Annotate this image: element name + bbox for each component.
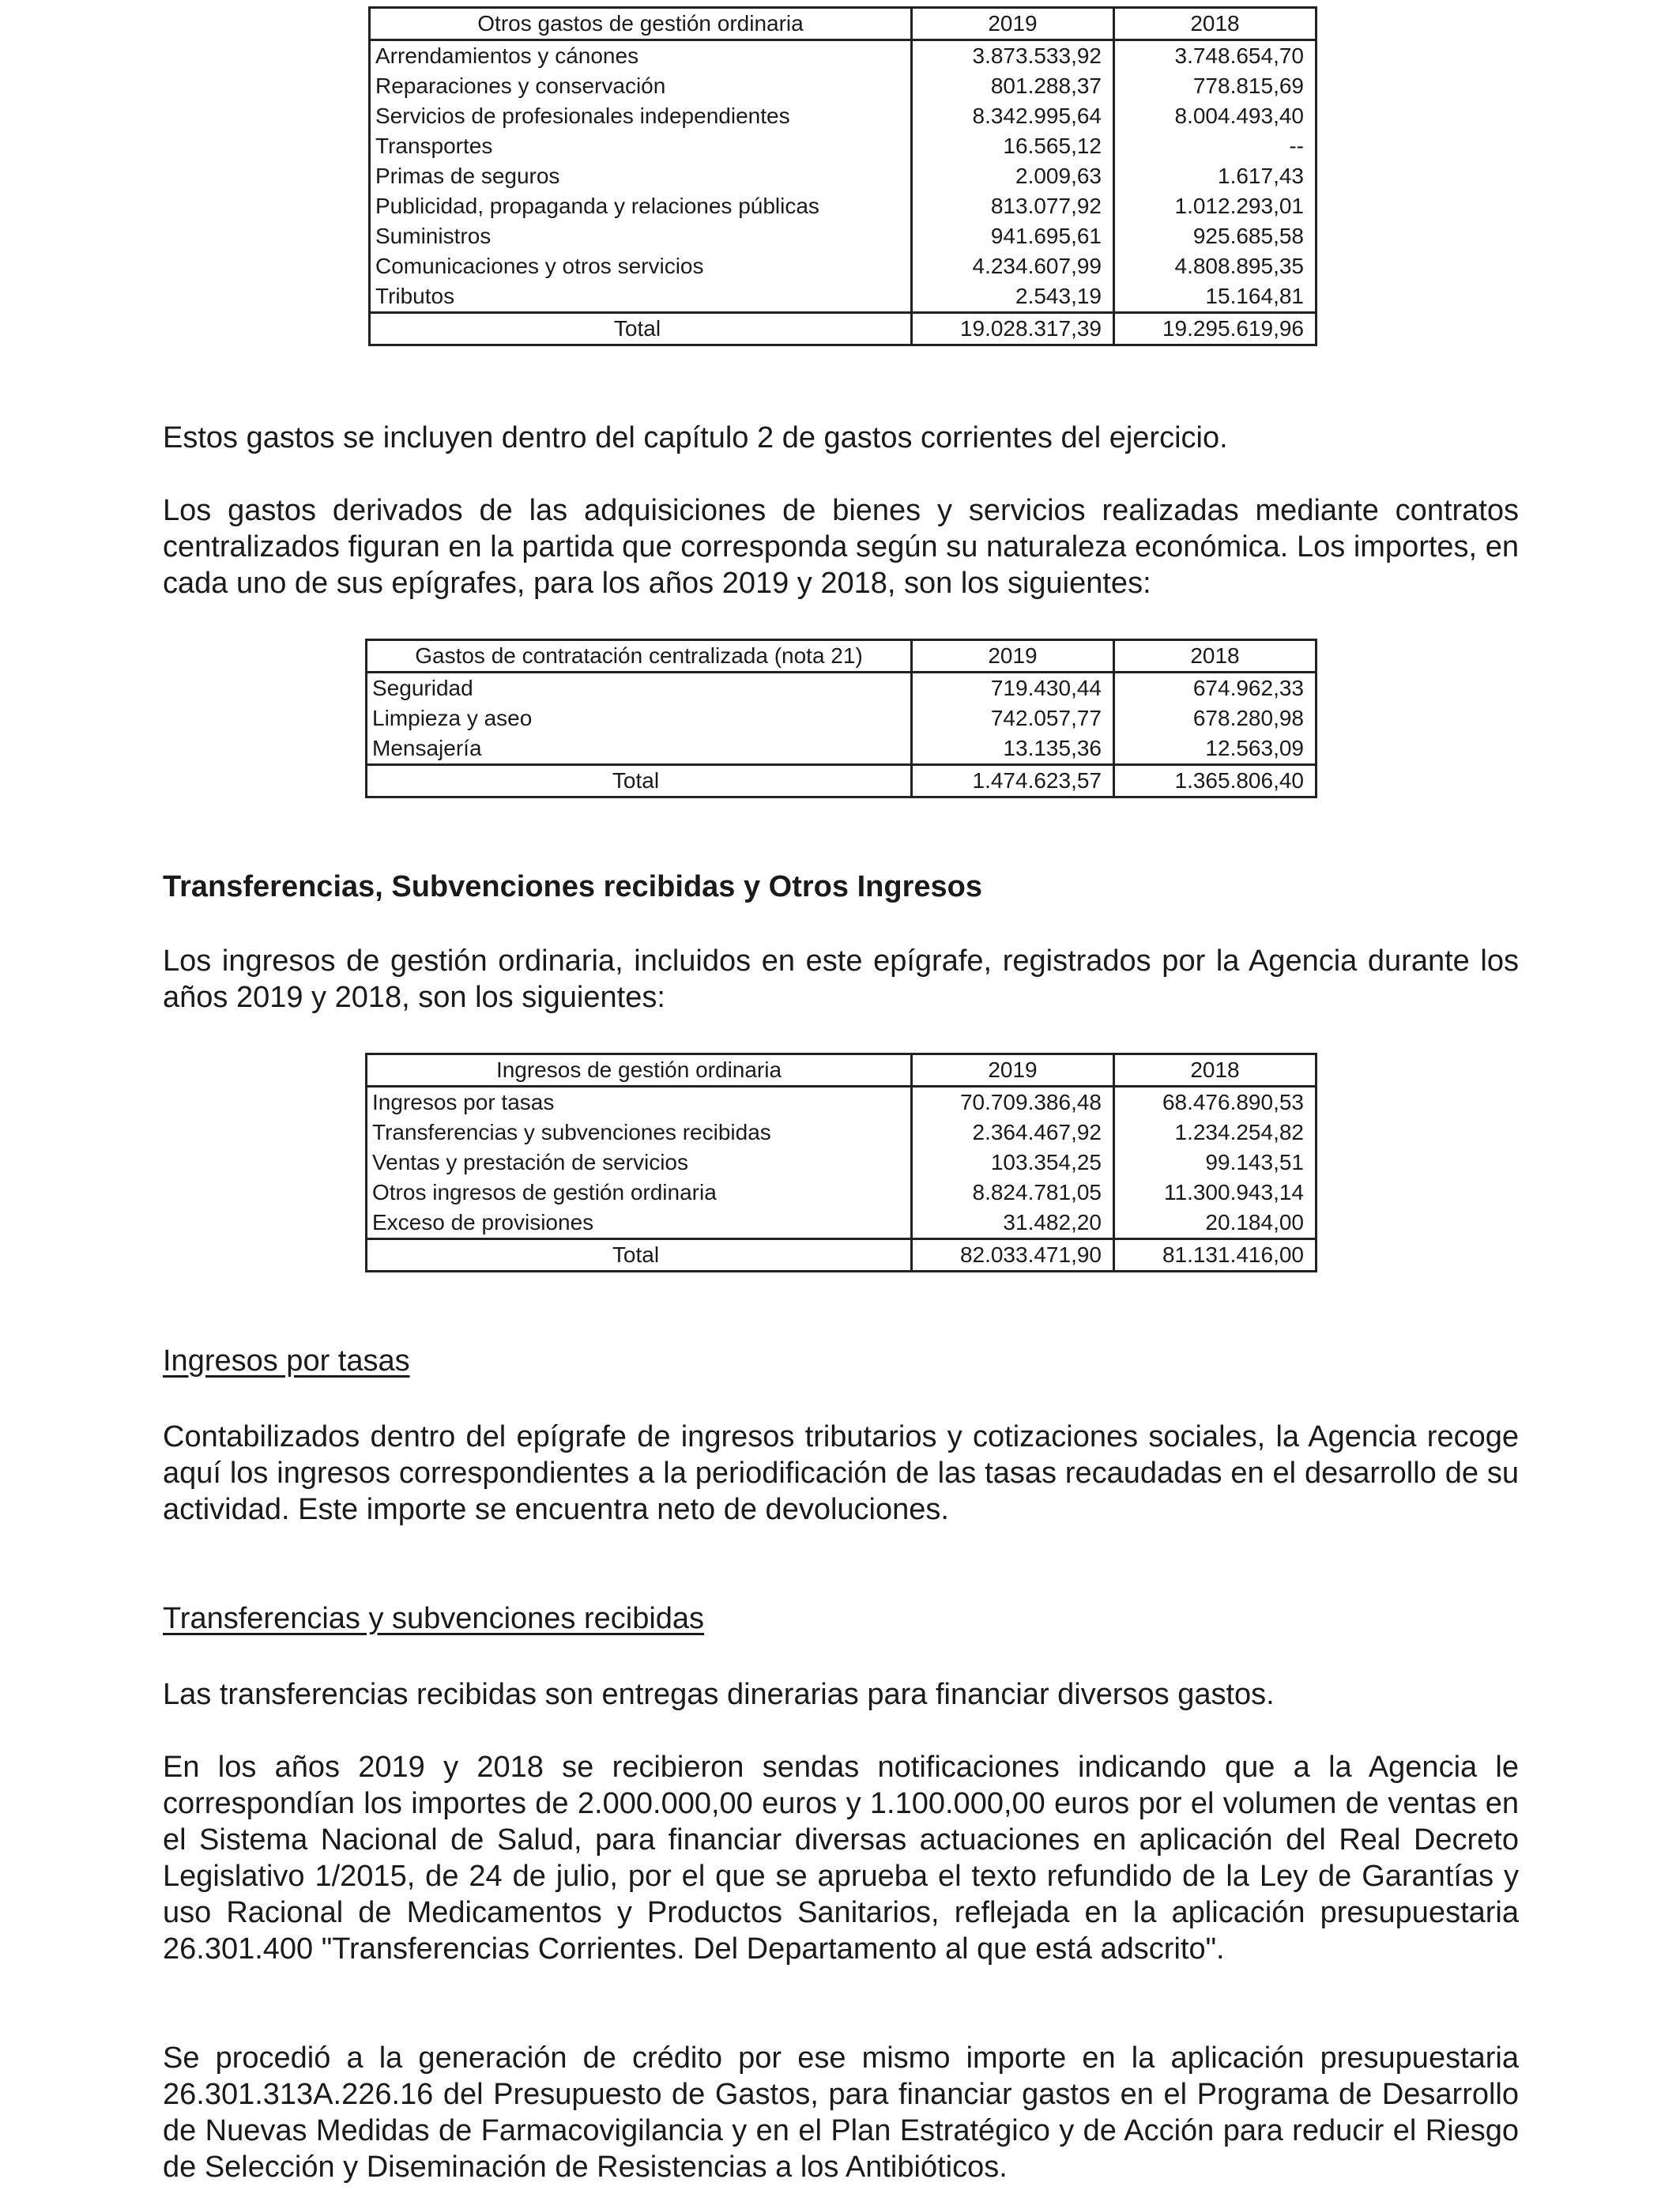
table-row-cell: Tributos xyxy=(370,281,912,313)
table-row-cell: Otros ingresos de gestión ordinaria xyxy=(367,1178,912,1208)
table-header-row-cell: Ingresos de gestión ordinaria xyxy=(367,1054,912,1087)
table-row xyxy=(370,71,1317,101)
table-row-cell: 99.143,51 xyxy=(1114,1148,1317,1178)
table-row-cell: 4.808.895,35 xyxy=(1114,251,1317,281)
table-row-cell: 12.563,09 xyxy=(1114,733,1317,765)
table-row-cell: 3.873.533,92 xyxy=(912,40,1114,72)
table-row-cell: 16.565,12 xyxy=(912,131,1114,161)
table-header-row-cell: Gastos de contratación centralizada (nota 21) xyxy=(367,640,912,673)
paragraph-contratos-centralizados: Los gastos derivados de las adquisiciones de bienes y servicios realizadas mediante contratos centralizados figuran en la partida que corresponda según su naturaleza económica. Los importes, en cada uno de sus epígrafes, para los años 2019 y 2018, son los siguientes: xyxy=(163,494,1519,600)
table-header-row-cell: Otros gastos de gestión ordinaria xyxy=(370,8,912,40)
subheading-transferencias-subvenciones: Transferencias y subvenciones recibidas xyxy=(163,1602,705,1635)
table-row xyxy=(367,1087,1317,1118)
table-row-cell: 742.057,77 xyxy=(912,703,1114,733)
table-row xyxy=(367,1178,1317,1208)
paragraph-transferencias-definicion: Las transferencias recibidas son entregas dinerarias para financiar diversos gastos. xyxy=(163,1678,1275,1711)
table-row-cell: 15.164,81 xyxy=(1114,281,1317,313)
table-row xyxy=(370,191,1317,221)
table-row-cell: 20.184,00 xyxy=(1114,1208,1317,1239)
table-row-cell: 8.004.493,40 xyxy=(1114,101,1317,131)
table-row-cell: Ventas y prestación de servicios xyxy=(367,1148,912,1178)
table-row-cell: 778.815,69 xyxy=(1114,71,1317,101)
table-row-cell: 719.430,44 xyxy=(912,673,1114,704)
table-header-row-cell: 2019 xyxy=(912,8,1114,40)
table-row xyxy=(370,221,1317,251)
table-row-cell: 2.543,19 xyxy=(912,281,1114,313)
table-row xyxy=(370,131,1317,161)
paragraph-notificaciones: En los años 2019 y 2018 se recibieron sendas notificaciones indicando que a la Agencia le correspondían los importes de 2.000.000,00 euros y 1.100.000,00 euros por el volumen de ventas en el Sistema Nacional de Salud, para financiar diversas actuaciones en aplicación del Real Decreto Legislativo 1/2015, de 24 de julio, por el que se aprueba el texto refundido de la Ley de Garantías y uso Racional de Medicamentos y Productos Sanitarios, reflejada en la aplicación presupuestaria 26.301.400 "Transferencias Corrientes. Del Departamento al que está adscrito". xyxy=(163,1751,1519,1966)
paragraph-generacion-credito: Se procedió a la generación de crédito por ese mismo importe en la aplicación presupuestaria 26.301.313A.226.16 del Presupuesto de Gastos, para financiar gastos en el Programa de Desarrollo de Nuevas Medidas de Farmacovigilancia y en el Plan Estratégico y de Acción para reducir el Riesgo de Selección y Diseminación de Resistencias a los Antibióticos. xyxy=(163,2041,1519,2184)
table-header-row xyxy=(367,640,1317,673)
otros-gastos-table xyxy=(368,6,1317,346)
table-row xyxy=(370,251,1317,281)
table-row-cell: Primas de seguros xyxy=(370,161,912,191)
subheading-ingresos-por-tasas: Ingresos por tasas xyxy=(163,1344,410,1378)
paragraph-ingresos-tasas: Contabilizados dentro del epígrafe de ingresos tributarios y cotizaciones sociales, la Agencia recoge aquí los ingresos correspondientes a la periodificación de las tasas recaudadas en el desarrollo de su actividad. Este importe se encuentra neto de devoluciones. xyxy=(163,1420,1519,1526)
table-row xyxy=(367,733,1317,765)
table-total-row-cell: 1.365.806,40 xyxy=(1114,765,1317,797)
contratacion-centralizada-tbody xyxy=(367,640,1317,797)
table-row-cell: Transferencias y subvenciones recibidas xyxy=(367,1118,912,1148)
table-total-row-cell: 19.295.619,96 xyxy=(1114,313,1317,345)
table-row-cell: 3.748.654,70 xyxy=(1114,40,1317,72)
table-row-cell: Reparaciones y conservación xyxy=(370,71,912,101)
table-header-row-cell: 2019 xyxy=(912,1054,1114,1087)
table-row-cell: Exceso de provisiones xyxy=(367,1208,912,1239)
section-heading-transferencias: Transferencias, Subvenciones recibidas y Otros Ingresos xyxy=(163,870,982,903)
table-row-cell: 925.685,58 xyxy=(1114,221,1317,251)
table-row-cell: Publicidad, propaganda y relaciones públicas xyxy=(370,191,912,221)
otros-gastos-tbody xyxy=(370,8,1317,345)
table-header-row-cell: 2019 xyxy=(912,640,1114,673)
table-header-row-cell: 2018 xyxy=(1114,640,1317,673)
table-row-cell: Comunicaciones y otros servicios xyxy=(370,251,912,281)
table-row-cell: 70.709.386,48 xyxy=(912,1087,1114,1118)
table-row-cell: 31.482,20 xyxy=(912,1208,1114,1239)
table-row-cell: Ingresos por tasas xyxy=(367,1087,912,1118)
table-header-row xyxy=(370,8,1317,40)
table-row xyxy=(370,40,1317,72)
table-total-row-cell: Total xyxy=(367,1239,912,1272)
table-header-row xyxy=(367,1054,1317,1087)
table-row-cell: -- xyxy=(1114,131,1317,161)
table-row-cell: Suministros xyxy=(370,221,912,251)
table-row-cell: 1.234.254,82 xyxy=(1114,1118,1317,1148)
table-row-cell: Transportes xyxy=(370,131,912,161)
table-row xyxy=(367,1148,1317,1178)
table-row xyxy=(370,161,1317,191)
table-row xyxy=(367,673,1317,704)
table-row-cell: 1.012.293,01 xyxy=(1114,191,1317,221)
table-total-row xyxy=(367,765,1317,797)
table-total-row xyxy=(370,313,1317,345)
table-row-cell: Seguridad xyxy=(367,673,912,704)
table-row-cell: 674.962,33 xyxy=(1114,673,1317,704)
table-row xyxy=(367,1118,1317,1148)
ingresos-gestion-table xyxy=(365,1053,1317,1272)
table-header-row-cell: 2018 xyxy=(1114,8,1317,40)
paragraph-capitulo-2: Estos gastos se incluyen dentro del capítulo 2 de gastos corrientes del ejercicio. xyxy=(163,421,1228,454)
table-row xyxy=(370,281,1317,313)
table-row-cell: Mensajería xyxy=(367,733,912,765)
paragraph-ingresos-gestion: Los ingresos de gestión ordinaria, incluidos en este epígrafe, registrados por la Agencia durante los años 2019 y 2018, son los siguientes: xyxy=(163,944,1519,1014)
table-row-cell: 13.135,36 xyxy=(912,733,1114,765)
table-row-cell: Limpieza y aseo xyxy=(367,703,912,733)
table-row-cell: 68.476.890,53 xyxy=(1114,1087,1317,1118)
table-row-cell: 8.824.781,05 xyxy=(912,1178,1114,1208)
table-header-row-cell: 2018 xyxy=(1114,1054,1317,1087)
table-row-cell: 813.077,92 xyxy=(912,191,1114,221)
table-row-cell: 103.354,25 xyxy=(912,1148,1114,1178)
table-total-row-cell: Total xyxy=(370,313,912,345)
table-total-row-cell: Total xyxy=(367,765,912,797)
table-row xyxy=(367,1208,1317,1239)
table-total-row-cell: 1.474.623,57 xyxy=(912,765,1114,797)
table-row-cell: 4.234.607,99 xyxy=(912,251,1114,281)
table-row-cell: Servicios de profesionales independientes xyxy=(370,101,912,131)
table-row-cell: 1.617,43 xyxy=(1114,161,1317,191)
table-total-row-cell: 19.028.317,39 xyxy=(912,313,1114,345)
table-row xyxy=(367,703,1317,733)
table-row-cell: 11.300.943,14 xyxy=(1114,1178,1317,1208)
table-row-cell: 678.280,98 xyxy=(1114,703,1317,733)
table-row-cell: 941.695,61 xyxy=(912,221,1114,251)
table-row-cell: 801.288,37 xyxy=(912,71,1114,101)
ingresos-gestion-tbody xyxy=(367,1054,1317,1272)
table-row-cell: 2.009,63 xyxy=(912,161,1114,191)
table-row xyxy=(370,101,1317,131)
table-total-row-cell: 82.033.471,90 xyxy=(912,1239,1114,1272)
table-row-cell: 2.364.467,92 xyxy=(912,1118,1114,1148)
table-total-row xyxy=(367,1239,1317,1272)
table-total-row-cell: 81.131.416,00 xyxy=(1114,1239,1317,1272)
table-row-cell: 8.342.995,64 xyxy=(912,101,1114,131)
table-row-cell: Arrendamientos y cánones xyxy=(370,40,912,72)
contratacion-centralizada-table xyxy=(365,639,1317,798)
